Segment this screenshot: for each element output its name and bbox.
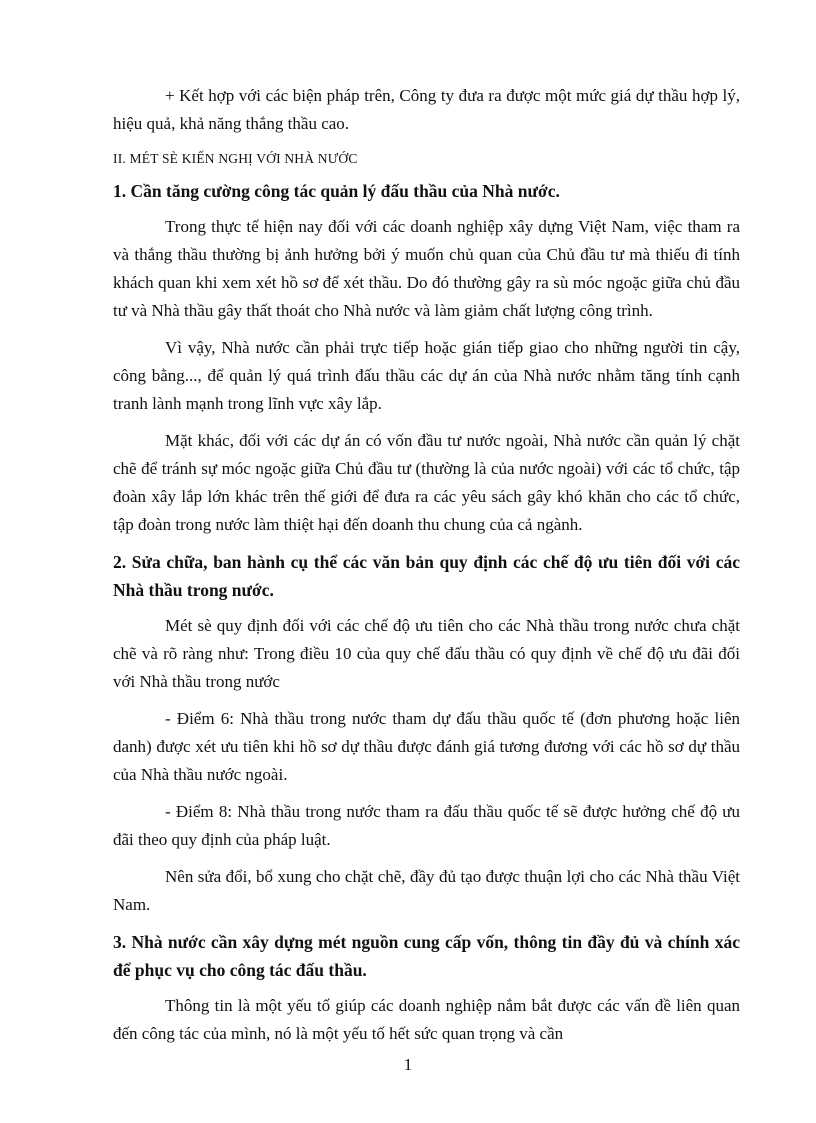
paragraph-on-the-other-hand: Mặt khác, đối với các dự án có vốn đầu tư nước ngoài, Nhà nước cần quản lý chặt chẽ để tránh sự móc ngoặc giữa Chủ đầu tư (thường là của nước ngoài) với các tổ chức, tập đoàn xây lắp lớn khác trên thế giới để đưa ra các yêu sách gây khó khăn cho các tổ chức, tập đoàn trong nước làm thiệt hại đến doanh thu chung của cả ngành. [113, 431, 740, 534]
document-page [113, 82, 740, 1048]
page-number: 1 [403, 1055, 413, 1074]
section-heading-recommendations: II. MÉT SÈ KIẾN NGHỊ VỚI NHÀ NƯỚC [113, 151, 358, 166]
heading-3: 3. Nhà nước cần xây dựng mét nguồn cung cấp vốn, thông tin đầy đủ và chính xác để phục vụ cho công tác đấu thầu. [113, 932, 740, 980]
paragraph-combined-measures: + Kết hợp với các biện pháp trên, Công ty đưa ra được một mức giá dự thầu hợp lý, hiệu quả, khả năng thắng thầu cao. [113, 86, 740, 133]
paragraph-information: Thông tin là một yếu tố giúp các doanh nghiệp nắm bắt được các vấn đề liên quan đến công tác của mình, nó là một yếu tố hết sức quan trọng và cần [113, 996, 740, 1043]
paragraph-therefore: Vì vậy, Nhà nước cần phải trực tiếp hoặc gián tiếp giao cho những người tin cậy, công bằng..., để quản lý quá trình đấu thầu các dự án của Nhà nước nhằm tăng tính cạnh tranh lành mạnh trong lĩnh vực xây lắp. [113, 338, 740, 413]
paragraph-point-6: - Điểm 6: Nhà thầu trong nước tham dự đấu thầu quốc tế (đơn phương hoặc liên danh) được xét ưu tiên khi hồ sơ dự thầu được đánh giá tương đương với các hồ sơ dự thầu của Nhà thầu nước ngoài. [113, 709, 740, 784]
paragraph-priority-rules: Mét sè quy định đối với các chế độ ưu tiên cho các Nhà thầu trong nước chưa chặt chẽ và rõ ràng như: Trong điều 10 của quy chế đấu thầu có quy định về chế độ ưu đãi đối với Nhà thầu trong nước [113, 616, 740, 691]
paragraph-point-8: - Điểm 8: Nhà thầu trong nước tham ra đấu thầu quốc tế sẽ được hưởng chế độ ưu đãi theo quy định của pháp luật. [113, 802, 740, 849]
paragraph-reality: Trong thực tế hiện nay đối với các doanh nghiệp xây dựng Việt Nam, việc tham ra và thắng thầu thường bị ảnh hưởng bởi ý muốn chủ quan của Chủ đầu tư mà thiếu đi tính khách quan khi xem xét hồ sơ để xét thầu. Do đó thường gây ra sù móc ngoặc giữa chủ đầu tư và Nhà thầu gây thất thoát cho Nhà nước và làm giảm chất lượng công trình. [113, 217, 740, 320]
heading-1: 1. Cần tăng cường công tác quản lý đấu thầu của Nhà nước. [113, 181, 560, 201]
heading-2: 2. Sửa chữa, ban hành cụ thể các văn bản quy định các chế độ ưu tiên đối với các Nhà thầu trong nước. [113, 552, 740, 600]
paragraph-amend: Nên sửa đổi, bổ xung cho chặt chẽ, đầy đủ tạo được thuận lợi cho các Nhà thầu Việt Nam. [113, 867, 740, 914]
